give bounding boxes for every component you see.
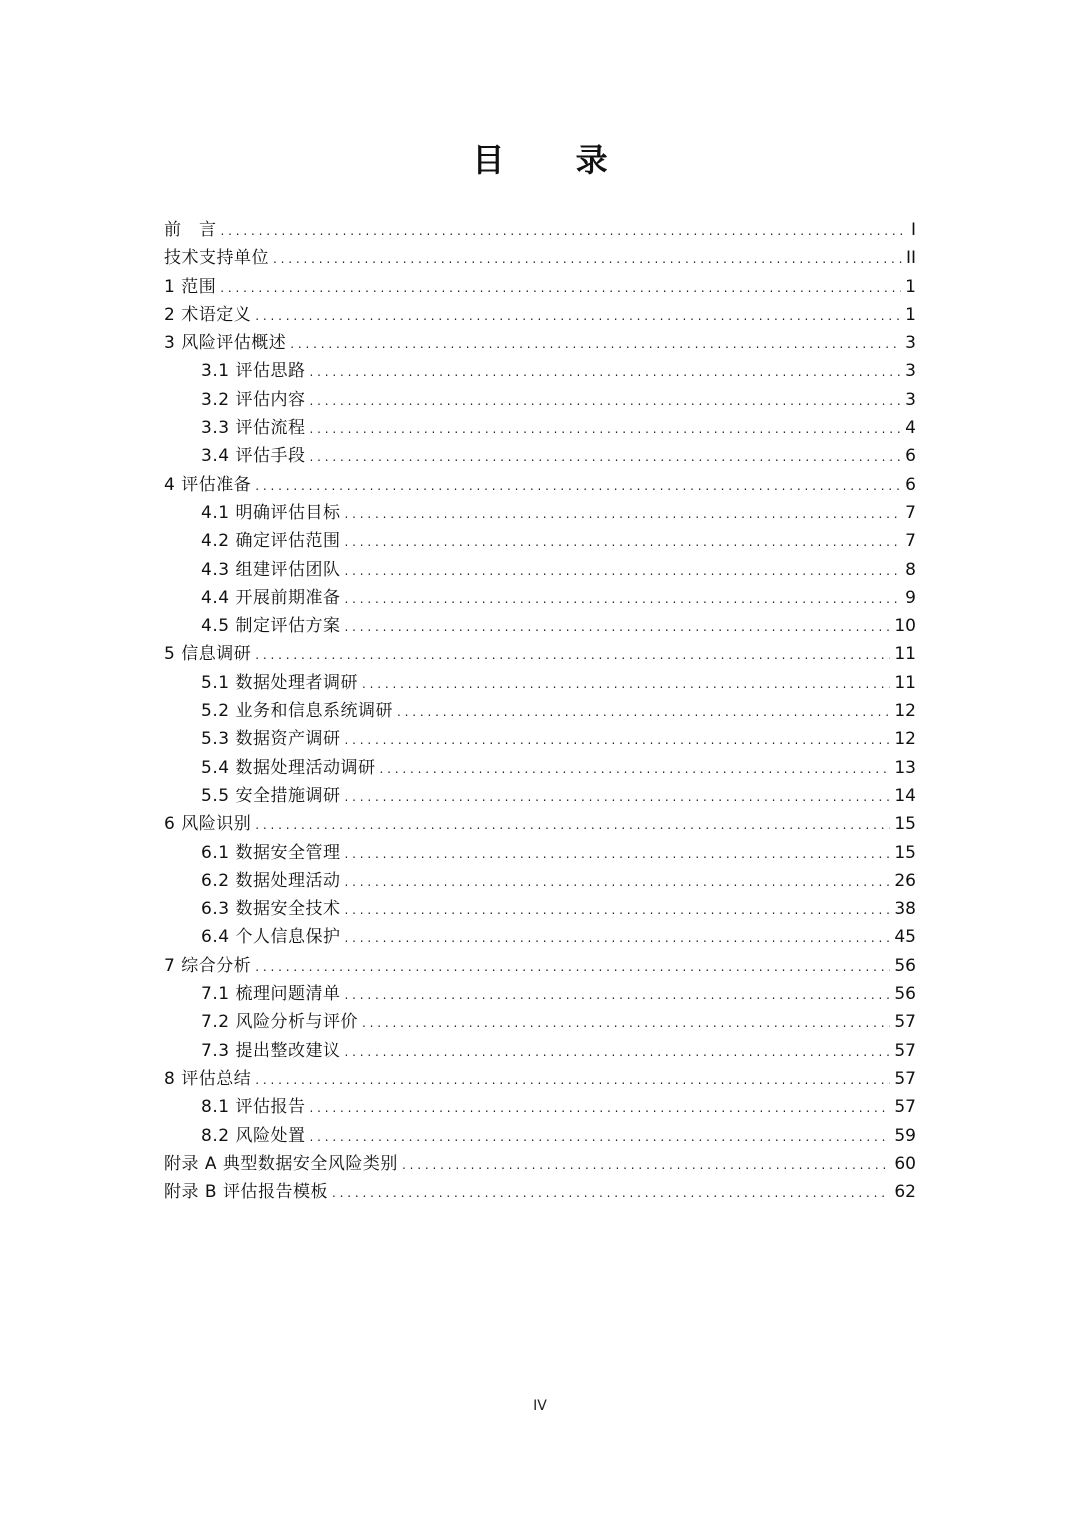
toc-entry-page-number: 14 — [894, 785, 916, 806]
toc-entry-page-number: 6 — [905, 446, 916, 467]
toc-entry-page-number: 10 — [894, 616, 916, 637]
toc-entry-label: 8.2 风险处置 — [201, 1125, 306, 1146]
toc-entry[interactable] — [164, 527, 916, 555]
dot-leader — [379, 754, 890, 783]
toc-entry-page-number: 57 — [894, 1012, 916, 1033]
dot-leader — [344, 527, 901, 556]
toc-entry-label: 4.5 制定评估方案 — [201, 616, 341, 637]
toc-entry[interactable] — [164, 612, 916, 640]
dot-leader — [255, 952, 890, 981]
toc-entry[interactable] — [164, 839, 916, 867]
dot-leader — [344, 782, 890, 811]
dot-leader — [255, 1065, 890, 1094]
dot-leader — [344, 499, 901, 528]
dot-leader — [255, 301, 901, 330]
toc-entry-page-number: 3 — [905, 389, 916, 410]
dot-leader — [255, 810, 890, 839]
toc-entry[interactable] — [164, 1093, 916, 1121]
toc-entry-label: 3.3 评估流程 — [201, 418, 306, 439]
toc-entry[interactable] — [164, 301, 916, 329]
toc-entry-page-number: 12 — [894, 729, 916, 750]
toc-entry-label: 5.3 数据资产调研 — [201, 729, 341, 750]
toc-entry-label: 5.2 业务和信息系统调研 — [201, 701, 393, 722]
toc-entry-page-number: 38 — [894, 899, 916, 920]
dot-leader — [255, 471, 901, 500]
toc-entry-label: 附录 A 典型数据安全风险类别 — [164, 1153, 398, 1174]
toc-entry-label: 3.1 评估思路 — [201, 361, 306, 382]
page-number: IV — [533, 1398, 547, 1414]
dot-leader — [220, 273, 901, 302]
toc-entry[interactable] — [164, 499, 916, 527]
toc-entry-label: 1 范围 — [164, 276, 217, 297]
toc-entry[interactable] — [164, 1122, 916, 1150]
toc-entry[interactable] — [164, 556, 916, 584]
dot-leader — [309, 414, 901, 443]
toc-entry-page-number: 4 — [905, 418, 916, 439]
toc-entry-page-number: 7 — [905, 531, 916, 552]
toc-entry-label: 3.2 评估内容 — [201, 389, 306, 410]
toc-entry-page-number: 45 — [894, 927, 916, 948]
toc-entry-label: 6.1 数据安全管理 — [201, 842, 341, 863]
dot-leader — [344, 1037, 890, 1066]
page-title: 目 录 — [472, 141, 638, 179]
dot-leader — [344, 556, 901, 585]
toc-entry-page-number: 8 — [905, 559, 916, 580]
toc-entry-page-number: 57 — [894, 1040, 916, 1061]
toc-entry-page-number: 7 — [905, 502, 916, 523]
dot-leader — [397, 697, 890, 726]
toc-entry[interactable] — [164, 754, 916, 782]
toc-entry-label: 7.2 风险分析与评价 — [201, 1012, 358, 1033]
toc-entry[interactable] — [164, 442, 916, 470]
toc-entry-page-number: 1 — [905, 304, 916, 325]
toc-entry-page-number: I — [910, 220, 916, 240]
dot-leader — [309, 357, 901, 386]
toc-entry-label: 8 评估总结 — [164, 1068, 252, 1089]
toc-entry[interactable] — [164, 810, 916, 838]
toc-entry[interactable] — [164, 329, 916, 357]
dot-leader — [309, 1093, 890, 1122]
toc-entry-page-number: 56 — [894, 955, 916, 976]
dot-leader — [344, 895, 890, 924]
dot-leader — [290, 329, 901, 358]
toc-entry-label: 8.1 评估报告 — [201, 1097, 306, 1118]
toc-entry-page-number: 6 — [905, 474, 916, 495]
dot-leader — [273, 244, 902, 273]
dot-leader — [344, 980, 890, 1009]
toc-entry-label: 4.4 开展前期准备 — [201, 587, 341, 608]
toc-entry-label: 4.1 明确评估目标 — [201, 502, 341, 523]
toc-entry-label: 4.3 组建评估团队 — [201, 559, 341, 580]
toc-entry[interactable] — [164, 782, 916, 810]
toc-entry-label: 4.2 确定评估范围 — [201, 531, 341, 552]
toc-entry-page-number: 62 — [894, 1182, 916, 1203]
dot-leader — [221, 216, 903, 245]
toc-entry[interactable] — [164, 414, 916, 442]
toc-entry-page-number: 15 — [894, 842, 916, 863]
toc-entry[interactable] — [164, 697, 916, 725]
toc-entry-page-number: 3 — [905, 361, 916, 382]
dot-leader — [344, 612, 890, 641]
dot-leader — [309, 386, 901, 415]
dot-leader — [344, 725, 890, 754]
toc-entry-page-number: 1 — [905, 276, 916, 297]
toc-entry-label: 前 言 — [164, 220, 217, 240]
toc-entry-label: 7 综合分析 — [164, 955, 252, 976]
toc-entry[interactable] — [164, 867, 916, 895]
toc-entry-label: 6.4 个人信息保护 — [201, 927, 341, 948]
toc-entry-label: 6 风险识别 — [164, 814, 252, 835]
toc-entry-label: 7.3 提出整改建议 — [201, 1040, 341, 1061]
toc-entry-label: 6.3 数据安全技术 — [201, 899, 341, 920]
toc-entry-page-number: 12 — [894, 701, 916, 722]
toc-entry[interactable] — [164, 1037, 916, 1065]
toc-entry-page-number: 60 — [894, 1153, 916, 1174]
toc-entry[interactable] — [164, 640, 916, 668]
toc-entry-label: 技术支持单位 — [164, 248, 269, 269]
toc-entry[interactable] — [164, 1065, 916, 1093]
toc-entry[interactable] — [164, 895, 916, 923]
toc-entry[interactable] — [164, 357, 916, 385]
dot-leader — [344, 867, 890, 896]
toc-entry-label: 5.4 数据处理活动调研 — [201, 757, 376, 778]
toc-entry-page-number: II — [905, 248, 916, 269]
toc-entry-page-number: 9 — [905, 587, 916, 608]
toc-entry[interactable] — [164, 1008, 916, 1036]
dot-leader — [344, 584, 901, 613]
toc-entry-page-number: 59 — [894, 1125, 916, 1146]
dot-leader — [309, 442, 901, 471]
toc-entry-label: 2 术语定义 — [164, 304, 252, 325]
toc-entry[interactable] — [164, 952, 916, 980]
toc-entry-page-number: 56 — [894, 984, 916, 1005]
toc-entry[interactable] — [164, 273, 916, 301]
toc-entry[interactable] — [164, 980, 916, 1008]
toc-entry[interactable] — [164, 1150, 916, 1178]
toc-entry[interactable] — [164, 584, 916, 612]
toc-entry-label: 5.5 安全措施调研 — [201, 785, 341, 806]
toc-entry-page-number: 11 — [894, 644, 916, 665]
toc-entry-label: 3.4 评估手段 — [201, 446, 306, 467]
toc-entry[interactable] — [164, 244, 916, 272]
toc-entry-page-number: 57 — [894, 1097, 916, 1118]
toc-entry[interactable] — [164, 216, 916, 244]
toc-entry-page-number: 15 — [894, 814, 916, 835]
dot-leader — [255, 640, 890, 669]
toc-entry-label: 4 评估准备 — [164, 474, 252, 495]
toc-entry-label: 3 风险评估概述 — [164, 333, 287, 354]
dot-leader — [344, 839, 890, 868]
toc-entry-page-number: 13 — [894, 757, 916, 778]
toc-entry-label: 6.2 数据处理活动 — [201, 870, 341, 891]
toc-entry-page-number: 11 — [894, 672, 916, 693]
dot-leader — [402, 1150, 890, 1179]
toc-entry[interactable] — [164, 923, 916, 951]
dot-leader — [344, 923, 890, 952]
toc-entry[interactable] — [164, 725, 916, 753]
dot-leader — [332, 1178, 890, 1207]
toc-entry[interactable] — [164, 1178, 916, 1206]
toc-entry-page-number: 57 — [894, 1068, 916, 1089]
toc-entry[interactable] — [164, 386, 916, 414]
dot-leader — [309, 1122, 890, 1151]
dot-leader — [362, 1008, 890, 1037]
toc-entry-page-number: 26 — [894, 870, 916, 891]
toc-entry-label: 5.1 数据处理者调研 — [201, 672, 358, 693]
toc-entry[interactable] — [164, 471, 916, 499]
toc-entry-label: 7.1 梳理问题清单 — [201, 984, 341, 1005]
toc-entry-label: 附录 B 评估报告模板 — [164, 1182, 328, 1203]
toc-entry-label: 5 信息调研 — [164, 644, 252, 665]
toc-entry[interactable] — [164, 669, 916, 697]
dot-leader — [362, 669, 890, 698]
table-of-contents — [164, 216, 916, 1206]
toc-entry-page-number: 3 — [905, 333, 916, 354]
